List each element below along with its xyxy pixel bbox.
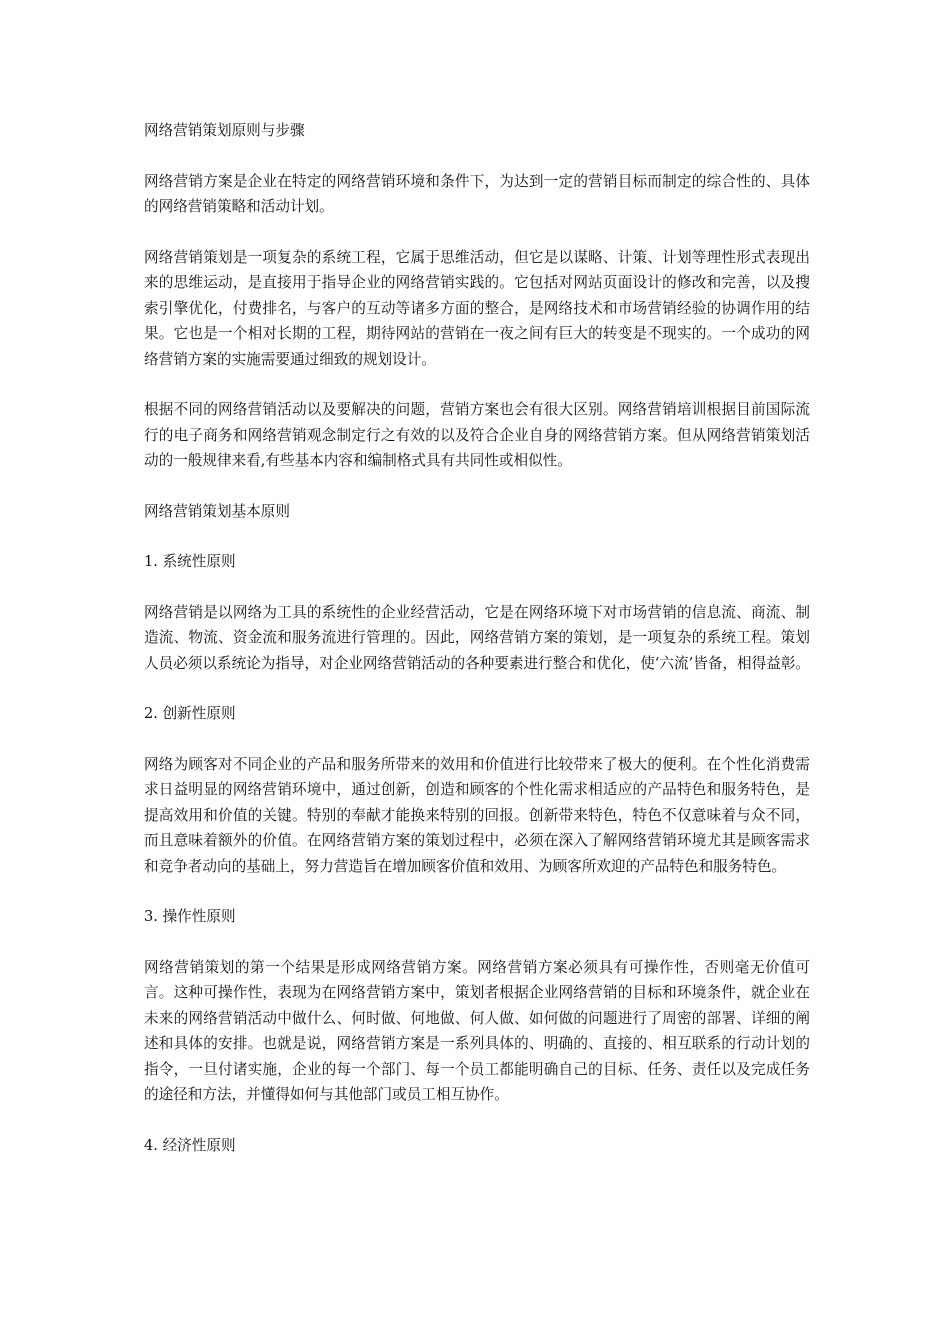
principle-2-body: 网络为顾客对不同企业的产品和服务所带来的效用和价值进行比较带来了极大的便利。在个性化消费需求日益明显的网络营销环境中，通过创新，创造和顾客的个性化需求相适应的产品特色和服务特色，是提高效用和价值的关键。特别的奉献才能换来特别的回报。创新带来特色，特色不仅意味着与众不同，而且意味着额外的价值。在网络营销方案的策划过程中，必须在深入了解网络营销环境尤其是顾客需求和竞争者动向的基础上，努力营造旨在增加顾客价值和效用、为顾客所欢迎的产品特色和服务特色。 [144, 755, 810, 875]
principle-3-heading: 3. 操作性原则 [144, 908, 236, 925]
document-page [144, 118, 810, 1183]
principle-1-body: 网络营销是以网络为工具的系统性的企业经营活动，它是在网络环境下对市场营销的信息流、商流、制造流、物流、资金流和服务流进行管理的。因此，网络营销方案的策划，是一项复杂的系统工程。策划人员必须以系统论为指导，对企业网络营销活动的各种要素进行整合和优化，使‘六流’皆备，相得益彰。 [144, 603, 811, 672]
principle-2-heading: 2. 创新性原则 [144, 705, 236, 722]
principle-4-heading: 4. 经济性原则 [144, 1136, 236, 1154]
intro-paragraph-3: 根据不同的网络营销活动以及要解决的问题，营销方案也会有很大区别。网络营销培训根据目前国际流行的电子商务和网络营销观念制定行之有效的以及符合企业自身的网络营销方案。但从网络营销策划活动的一般规律来看,有些基本内容和编制格式具有共同性或相似性。 [144, 401, 810, 469]
principle-1-heading: 1. 系统性原则 [144, 553, 236, 570]
section-title: 网络营销策划基本原则 [144, 502, 290, 520]
intro-paragraph-1: 网络营销方案是企业在特定的网络营销环境和条件下，为达到一定的营销目标而制定的综合性的、具体的网络营销策略和活动计划。 [144, 172, 810, 215]
intro-paragraph-2: 网络营销策划是一项复杂的系统工程，它属于思维活动，但它是以谋略、计策、计划等理性形式表现出来的思维运动，是直接用于指导企业的网络营销实践的。它包括对网站页面设计的修改和完善，以及搜索引擎优化，付费排名，与客户的互动等诸多方面的整合，是网络技术和市场营销经验的协调作用的结果。它也是一个相对长期的工程，期待网站的营销在一夜之间有巨大的转变是不现实的。一个成功的网络营销方案的实施需要通过细致的规划设计。 [144, 248, 810, 368]
principle-3-body: 网络营销策划的第一个结果是形成网络营销方案。网络营销方案必须具有可操作性，否则毫无价值可言。这种可操作性，表现为在网络营销方案中，策划者根据企业网络营销的目标和环境条件，就企业在未来的网络营销活动中做什么、何时做、何地做、何人做、如何做的问题进行了周密的部署、详细的阐述和具体的安排。也就是说，网络营销方案是一系列具体的、明确的、直接的、相互联系的行动计划的指令，一旦付诸实施，企业的每一个部门、每一个员工都能明确自己的目标、任务、责任以及完成任务的途径和方法，并懂得如何与其他部门或员工相互协作。 [144, 958, 810, 1103]
document-title: 网络营销策划原则与步骤 [144, 122, 305, 139]
